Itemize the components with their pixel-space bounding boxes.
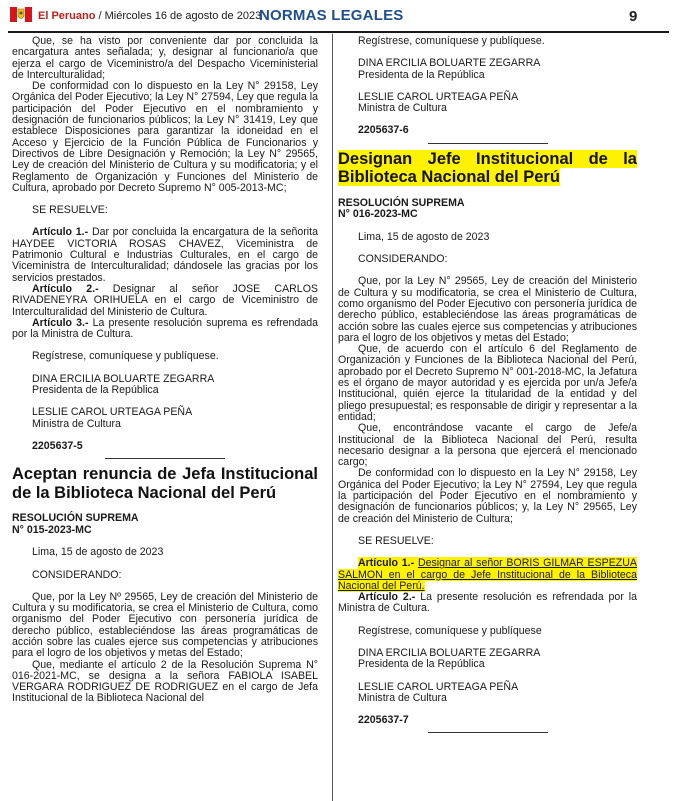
- signatory-name: LESLIE CAROL URTEAGA PEÑA: [358, 90, 519, 103]
- considerando: CONSIDERANDO:: [358, 253, 448, 266]
- resolution-number: N° 015-2023-MC: [12, 523, 92, 536]
- page-header: [0, 0, 677, 30]
- signatory-name: LESLIE CAROL URTEAGA PEÑA: [32, 406, 193, 419]
- column-divider: [332, 34, 333, 801]
- document-code: 2205637-5: [32, 439, 83, 452]
- closing-formula: Regístrese, comuníquese y publíquese.: [32, 350, 219, 363]
- signatory-name: LESLIE CAROL URTEAGA PEÑA: [358, 680, 519, 693]
- section-title: NORMAS LEGALES: [259, 7, 404, 24]
- resolution-date: Lima, 15 de agosto de 2023: [358, 230, 490, 243]
- considerando: CONSIDERANDO:: [32, 568, 122, 581]
- paragraph: Que, por la Ley N° 29565, Ley de creación del Ministerio de Cultura y su modificatoria, se crea el Ministerio de Cultura, como organismo del Poder Ejecutivo con personería jurídica de derecho público, estableciéndose las áreas programáticas de acción sobre las cuales ejerce sus competencias y atribuciones para el logro de los objetivos y metas del Estado;: [338, 275, 637, 344]
- document-code: 2205637-6: [358, 124, 409, 137]
- article-text: La presente resolución suprema es refrendada por la Ministra de Cultura.: [12, 316, 318, 341]
- page-number: 9: [629, 8, 638, 25]
- paragraph: Que, por la Ley Nº 29565, Ley de creación del Ministerio de Cultura y su modificatoria, se crea el Ministerio de Cultura, como organismo del Poder Ejecutivo con personería jurídica de derecho público, estableciéndose las áreas programáticas de acción sobre las cuales ejerce sus competencias y atribuciones para el logro de los objetivos y metas del Estado;: [12, 590, 318, 660]
- article-heading: Aceptan renuncia de Jefa Institucional de la Biblioteca Nacional del Perú: [12, 465, 318, 502]
- signatory-name: DINA ERCILIA BOLUARTE ZEGARRA: [358, 57, 541, 70]
- article-1: [338, 558, 637, 592]
- resolution-title: RESOLUCIÓN SUPREMA: [12, 512, 139, 525]
- article-label: Artículo 1.-: [358, 557, 415, 570]
- document-code: 2205637-7: [358, 714, 409, 727]
- article-label: Artículo 2.-: [358, 591, 416, 604]
- article-text: La presente resolución es refrendada por la Ministra de Cultura.: [338, 591, 638, 615]
- signatory-role: Presidenta de la República: [32, 384, 159, 397]
- issue-date: / Miércoles 16 de agosto de 2023: [98, 10, 262, 22]
- signatory-name: DINA ERCILIA BOLUARTE ZEGARRA: [32, 372, 215, 385]
- paragraph: Que, se ha visto por conveniente dar por concluida la encargatura antes señalada; y, designar al funcionario/a que ejerza el cargo de Viceministro/a del Despacho Viceministerial de Interculturalidad;: [12, 35, 318, 81]
- article-3: [12, 318, 318, 341]
- signatory-name: DINA ERCILIA BOLUARTE ZEGARRA: [358, 646, 541, 659]
- resolution-title: RESOLUCIÓN SUPREMA: [338, 196, 465, 209]
- paragraph: Que, mediante el artículo 2 de la Resolución Suprema N° 016-2021-MC, se designa a la señora FABIOLA ISABEL VERGARA RODRIGUEZ DE RODRIGUEZ en el cargo de Jefa Institucional de la Biblioteca Nacional del: [12, 658, 318, 705]
- paragraph: Que, encontrándose vacante el cargo de Jefe/a Institucional de la Biblioteca Nacional del Perú, resulta necesario designar a la persona que ejercerá el mencionado cargo;: [338, 422, 637, 469]
- article-label: Artículo 2.-: [32, 282, 99, 295]
- paragraph: De conformidad con lo dispuesto en la Ley N° 29158, Ley Orgánica del Poder Ejecutivo; la Ley N° 27594, Ley que regula la participación del Poder Ejecutivo en el nombramiento y designación de funcionarios públicos; la Ley N° 31419, Ley que establece Disposiciones para garantizar la idoneidad en el Acceso y Ejercicio de la Función Pública de Funcionarios y Directivos de Libre Designación y Remoción; la Ley N° 29565, Ley de creación del Ministerio de Cultura y su modificatoria; y el Reglamento de Organización y Funciones del Ministerio de Cultura, aprobado por Decreto Supremo N° 005-2013-MC;: [12, 80, 318, 194]
- separator-line: [428, 732, 548, 733]
- closing-formula: Regístrese, comuníquese y publíquese.: [358, 35, 545, 47]
- article-label: Artículo 3.-: [32, 316, 89, 329]
- article-text: Dar por concluida la encargatura de la señorita HAYDEE VICTORIA ROSAS CHAVEZ, Viceministra de Patrimonio Cultural e Industrias Culturales, en el cargo de Viceministra de Interculturalidad; dándosele las gracias por los servicios prestados.: [12, 226, 318, 284]
- article-text: Designar al señor JOSE CARLOS RIVADENEYRA ORIHUELA en el cargo de Viceministro de Interculturalidad del Ministerio de Cultura.: [12, 282, 318, 318]
- article-heading: [338, 150, 637, 187]
- left-column: [12, 36, 318, 705]
- highlighted-article-text: Designar al señor BORIS GILMAR ESPEZUA SALMON en el cargo de Jefe Institucional de la Biblioteca Nacional del Perú.: [338, 557, 637, 592]
- article-2: [12, 284, 318, 318]
- se-resuelve: SE RESUELVE:: [358, 534, 434, 547]
- newspaper-masthead: [38, 10, 261, 22]
- header-rule: [8, 31, 669, 33]
- paragraph: Que, de acuerdo con el artículo 6 del Reglamento de Organización y Funciones de la Biblioteca Nacional del Perú, aprobado por el Decreto Supremo N° 001-2018-MC, la Jefatura es el órgano de mayor autoridad y es ejercida por un/a Jefe/a Institucional, quién ejerce la titularidad de la entidad y del pliego presupuestal; es responsable de dirigir y representar a la entidad;: [338, 343, 637, 423]
- highlighted-heading: Designan Jefe Institucional de la Biblioteca Nacional del Perú: [338, 149, 637, 187]
- peru-coat-of-arms-logo: [8, 6, 34, 23]
- signatory-role: Ministra de Cultura: [358, 102, 447, 115]
- resolution-number: N° 016-2023-MC: [338, 208, 418, 221]
- right-column: [338, 36, 637, 733]
- se-resuelve: SE RESUELVE:: [32, 204, 108, 217]
- closing-formula: Regístrese, comuníquese y publíquese: [358, 624, 542, 637]
- paragraph: De conformidad con lo dispuesto en la Ley N° 29158, Ley Orgánica del Poder Ejecutivo; la Ley N° 27594, Ley que regula la participación del Poder Ejecutivo en el nombramiento y designación de funcionarios públicos; y, la Ley N° 29565, Ley de creación del Ministerio de Cultura;: [338, 467, 637, 525]
- article-2: [338, 592, 637, 615]
- article-1: [12, 227, 318, 283]
- signatory-role: Ministra de Cultura: [358, 691, 447, 704]
- resolution-date: Lima, 15 de agosto de 2023: [32, 546, 164, 559]
- article-label: Artículo 1.-: [32, 226, 89, 239]
- newspaper-name: El Peruano: [38, 10, 96, 22]
- signatory-role: Presidenta de la República: [358, 658, 485, 671]
- signatory-role: Presidenta de la República: [358, 68, 485, 81]
- signatory-role: Ministra de Cultura: [32, 417, 121, 430]
